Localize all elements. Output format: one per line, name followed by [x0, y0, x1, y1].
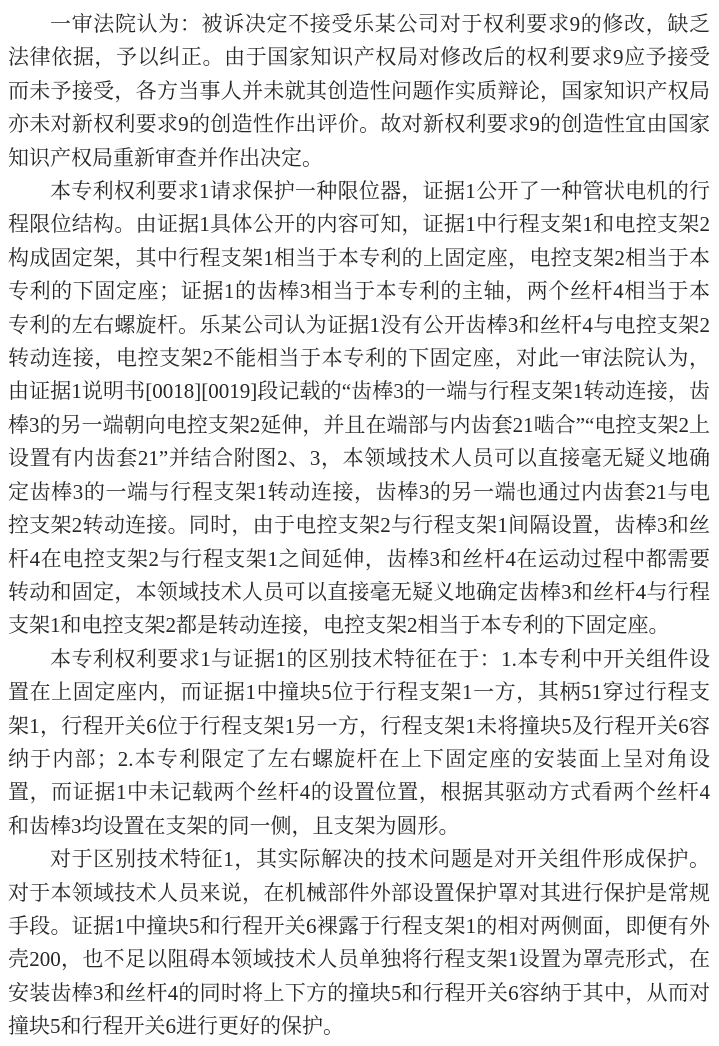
paragraph-feature1-analysis: 对于区别技术特征1，其实际解决的技术问题是对开关组件形成保护。对于本领域技术人员来说，在机械部件外部设置保护罩对其进行保护是常规手段。证据1中撞块5和行程开关6裸露于行程支架1的相对两侧面，即便有外壳200，也不足以阻碍本领域技术人员单独将行程支架1设置为罩壳形式，在安装齿棒3和丝杆4的同时将上下方的撞块5和行程开关6容纳于其中，从而对撞块5和行程开关6进行更好的保护。	[8, 847, 710, 1039]
paragraph-distinguishing-features: 本专利权利要求1与证据1的区别技术特征在于：1.本专利中开关组件设置在上固定座内，而证据1中撞块5位于行程支架1一方，其柄51穿过行程支架1，行程开关6位于行程支架1另一方，行程支架1未将撞块5及行程开关6容纳于内部；2.本专利限定了左右螺旋杆在上下固定座的安装面上呈对角设置，而证据1中未记载两个丝杆4的设置位置，根据其驱动方式看两个丝杆4和齿棒3均设置在支架的同一侧，且支架为圆形。	[8, 646, 710, 838]
paragraph-claim1-vs-evidence1: 本专利权利要求1请求保护一种限位器，证据1公开了一种管状电机的行程限位结构。由证据1具体公开的内容可知，证据1中行程支架1和电控支架2构成固定架，其中行程支架1相当于本专利的上固定座，电控支架2相当于本专利的下固定座；证据1的齿棒3相当于本专利的主轴，两个丝杆4相当于本专利的左右螺旋杆。乐某公司认为证据1没有公开齿棒3和丝杆4与电控支架2转动连接，电控支架2不能相当于本专利的下固定座，对此一审法院认为，由证据1说明书[0018][0019]段记载的“齿棒3的一端与行程支架1转动连接，齿棒3的另一端朝向电控支架2延伸，并且在端部与内齿套21啮合”“电控支架2上设置有内齿套21”并结合附图2、3，本领域技术人员可以直接毫无疑义地确定齿棒3的一端与行程支架1转动连接，齿棒3的另一端也通过内齿套21与电控支架2转动连接。同时，由于电控支架2与行程支架1间隔设置，齿棒3和丝杆4在电控支架2与行程支架1之间延伸，齿棒3和丝杆4在运动过程中都需要转动和固定，本领域技术人员可以直接毫无疑义地确定齿棒3和丝杆4与行程支架1和电控支架2都是转动连接，电控支架2相当于本专利的下固定座。	[8, 179, 710, 638]
paragraph-court-opinion-claim9: 一审法院认为：被诉决定不接受乐某公司对于权利要求9的修改，缺乏法律依据，予以纠正。由于国家知识产权局对修改后的权利要求9应予接受而未予接受，各方当事人并未就其创造性问题作实质辩论，国家知识产权局亦未对新权利要求9的创造性作出评价。故对新权利要求9的创造性宜由国家知识产权局重新审查并作出决定。	[8, 12, 710, 170]
